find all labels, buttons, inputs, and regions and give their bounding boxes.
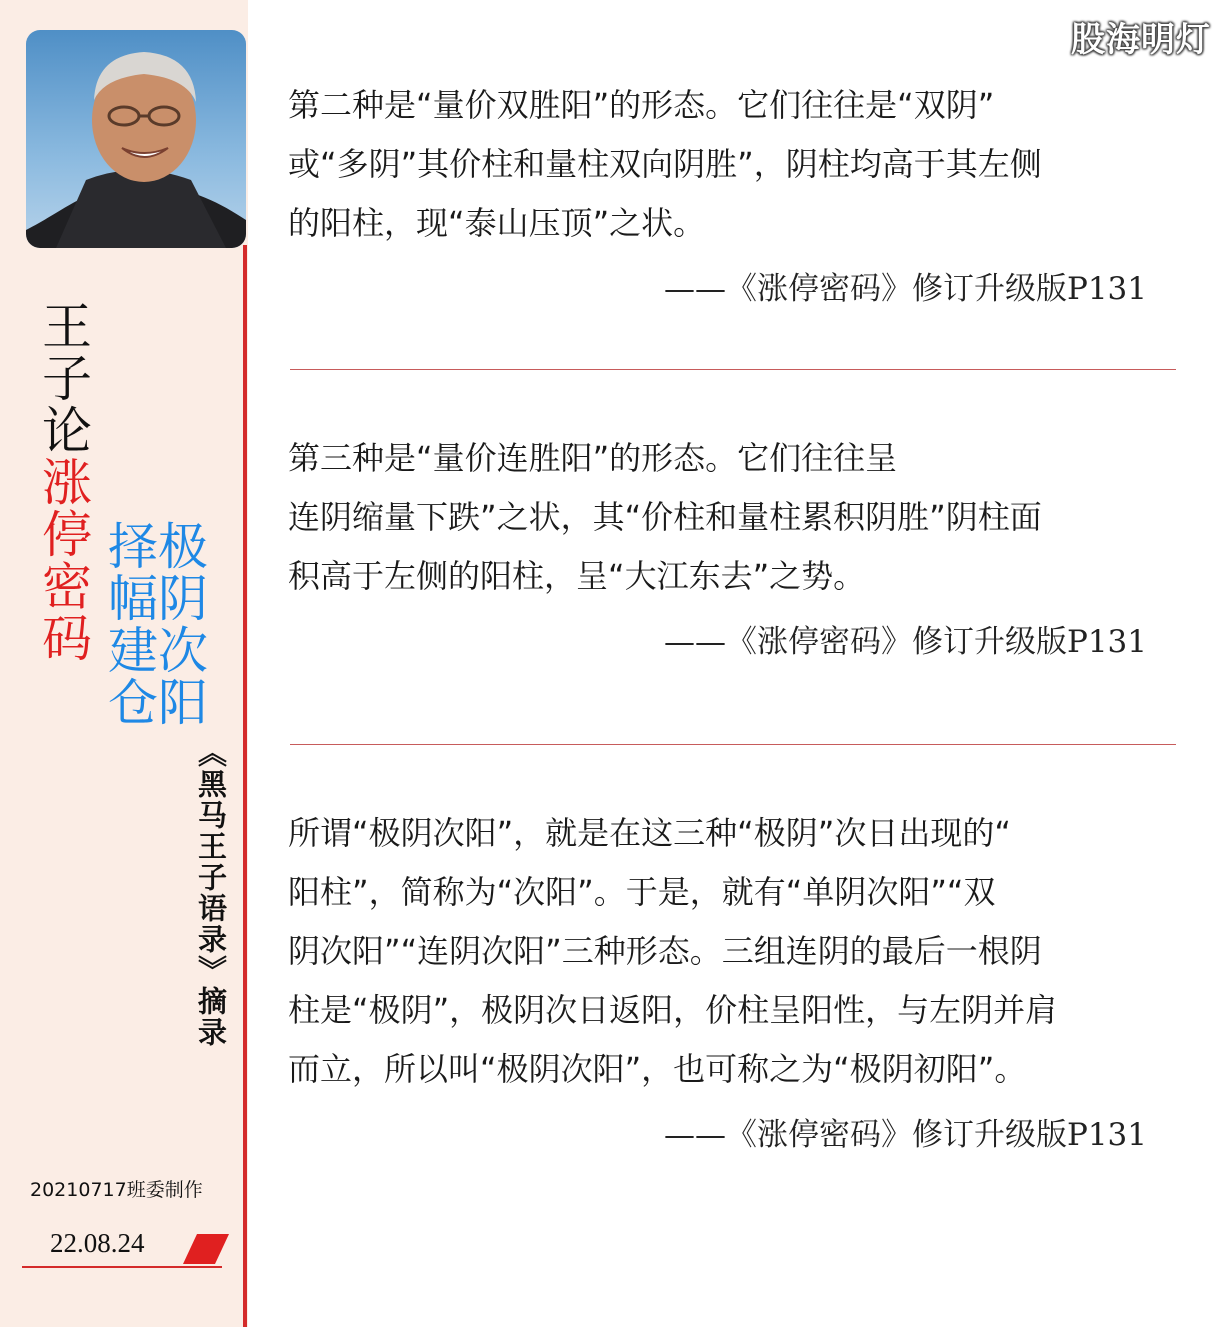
section-3-text (288, 804, 1188, 1099)
section-3-source: ——《涨停密码》修订升级版P131 (663, 1117, 1147, 1153)
section-3-line: 所谓“极阴次阳”，就是在这三种“极阴”次日出现的“ (288, 814, 1011, 852)
title-prefix: 王子论 (34, 300, 92, 456)
section-1-line: 的阳柱，现“泰山压顶”之状。 (288, 204, 706, 242)
section-1-source: ——《涨停密码》修订升级版P131 (663, 271, 1147, 307)
section-1-text (288, 76, 1188, 253)
date-underline (22, 1266, 222, 1268)
section-3-line: 阳柱”，简称为“次阳”。于是，就有“单阴次阳”“双 (288, 873, 996, 911)
section-3-line: 柱是“极阴”，极阴次日返阳，价柱呈阳性，与左阴并肩 (288, 991, 1058, 1029)
sidebar (0, 0, 248, 1327)
book-reference: 《黑马王子语录》摘录 (194, 738, 228, 1048)
section-divider (290, 744, 1176, 745)
section-divider (290, 369, 1176, 370)
section-1-line: 或“多阴”其价柱和量柱双向阴胜”，阴柱均高于其左侧 (288, 145, 1042, 183)
section-3-line: 阴次阳”“连阴次阳”三种形态。三组连阴的最后一根阴 (288, 932, 1042, 970)
watermark-logo: 股海明灯 (1071, 20, 1211, 60)
author-photo (26, 30, 246, 248)
credit-line: 20210717班委制作 (30, 1179, 203, 1201)
date-label: 22.08.24 (50, 1228, 145, 1258)
column-title (34, 300, 92, 664)
section-1-line: 第二种是“量价双胜阳”的形态。它们往往是“双阴” (288, 86, 995, 124)
date-flag-icon (183, 1234, 229, 1264)
topic-2: 择幅建仓 (100, 520, 158, 728)
sidebar-red-rule (243, 245, 247, 1327)
column-topics (100, 520, 208, 728)
section-2-line: 连阴缩量下跌”之状，其“价柱和量柱累积阴胜”阴柱面 (288, 498, 1042, 536)
section-2-source: ——《涨停密码》修订升级版P131 (663, 624, 1147, 660)
section-2-text (288, 429, 1188, 606)
title-book: 涨停密码 (34, 456, 92, 664)
topic-1: 极阴次阳 (150, 520, 208, 728)
section-2-line: 积高于左侧的阳柱，呈“大江东去”之势。 (288, 557, 866, 595)
section-2-line: 第三种是“量价连胜阳”的形态。它们往往呈 (288, 439, 898, 477)
section-3-line: 而立，所以叫“极阴次阳”，也可称之为“极阴初阳”。 (288, 1050, 1027, 1088)
